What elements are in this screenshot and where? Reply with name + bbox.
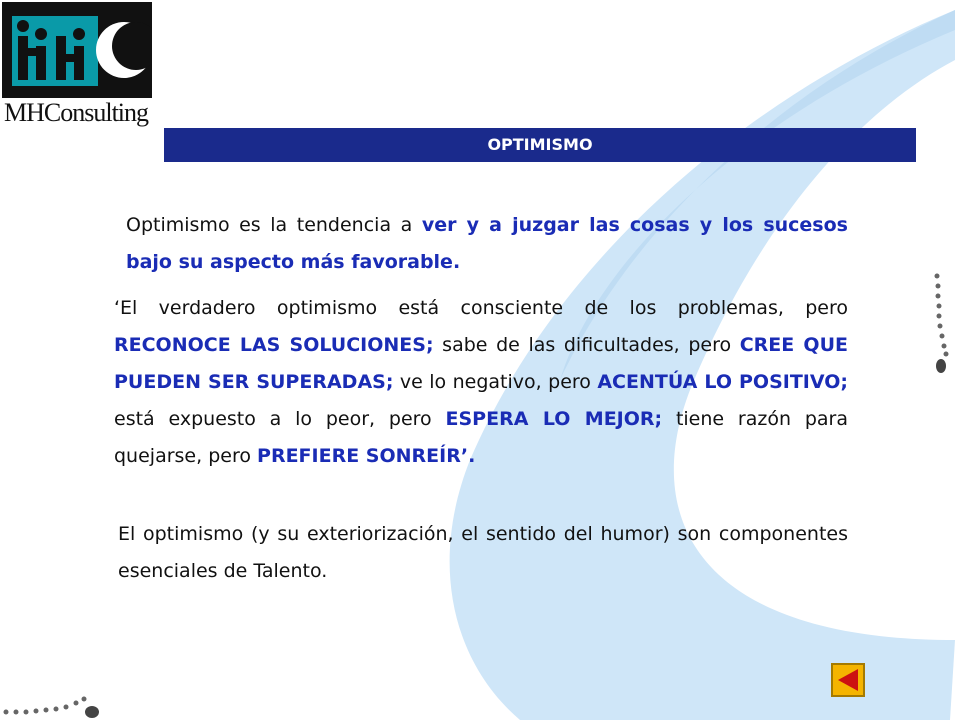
highlight-segment: ver y a juzgar las cosas y los sucesos bajo su aspecto más favorable. bbox=[126, 214, 848, 273]
back-button[interactable] bbox=[831, 663, 865, 697]
back-arrow-icon bbox=[831, 663, 865, 697]
text-segment: ve lo negativo, pero bbox=[393, 371, 598, 393]
decorative-dots-right bbox=[925, 270, 955, 380]
company-logo bbox=[2, 2, 152, 132]
paragraph-definition bbox=[126, 207, 848, 281]
text-segment: ‘El verdadero optimismo está consciente de los problemas, pero bbox=[114, 297, 848, 319]
text-segment: sabe de las dificultades, pero bbox=[433, 334, 740, 356]
text-segment: El optimismo (y su exteriorización, el sentido del humor) son componentes esenciales de Talento. bbox=[118, 523, 848, 582]
logo-wordmark: MHConsulting bbox=[4, 98, 149, 127]
text-segment: tiene razón para quejarse, pero bbox=[114, 408, 848, 467]
highlight-segment: CREE QUE PUEDEN SER SUPERADAS; bbox=[114, 334, 848, 393]
mhc-logo-icon bbox=[2, 2, 152, 98]
text-segment: Optimismo es la tendencia a bbox=[126, 214, 422, 236]
highlight-segment: ESPERA LO MEJOR; bbox=[445, 408, 663, 430]
decorative-dots-bottom bbox=[0, 690, 110, 720]
slide-title: OPTIMISMO bbox=[164, 128, 916, 162]
text-segment: está expuesto a lo peor, pero bbox=[114, 408, 446, 430]
highlight-segment: ACENTÚA LO POSITIVO; bbox=[597, 371, 848, 393]
highlight-segment: PREFIERE SONREÍR’. bbox=[257, 445, 476, 467]
paragraph-quote bbox=[114, 290, 848, 475]
paragraph-conclusion bbox=[118, 516, 848, 590]
highlight-segment: RECONOCE LAS SOLUCIONES; bbox=[114, 334, 434, 356]
